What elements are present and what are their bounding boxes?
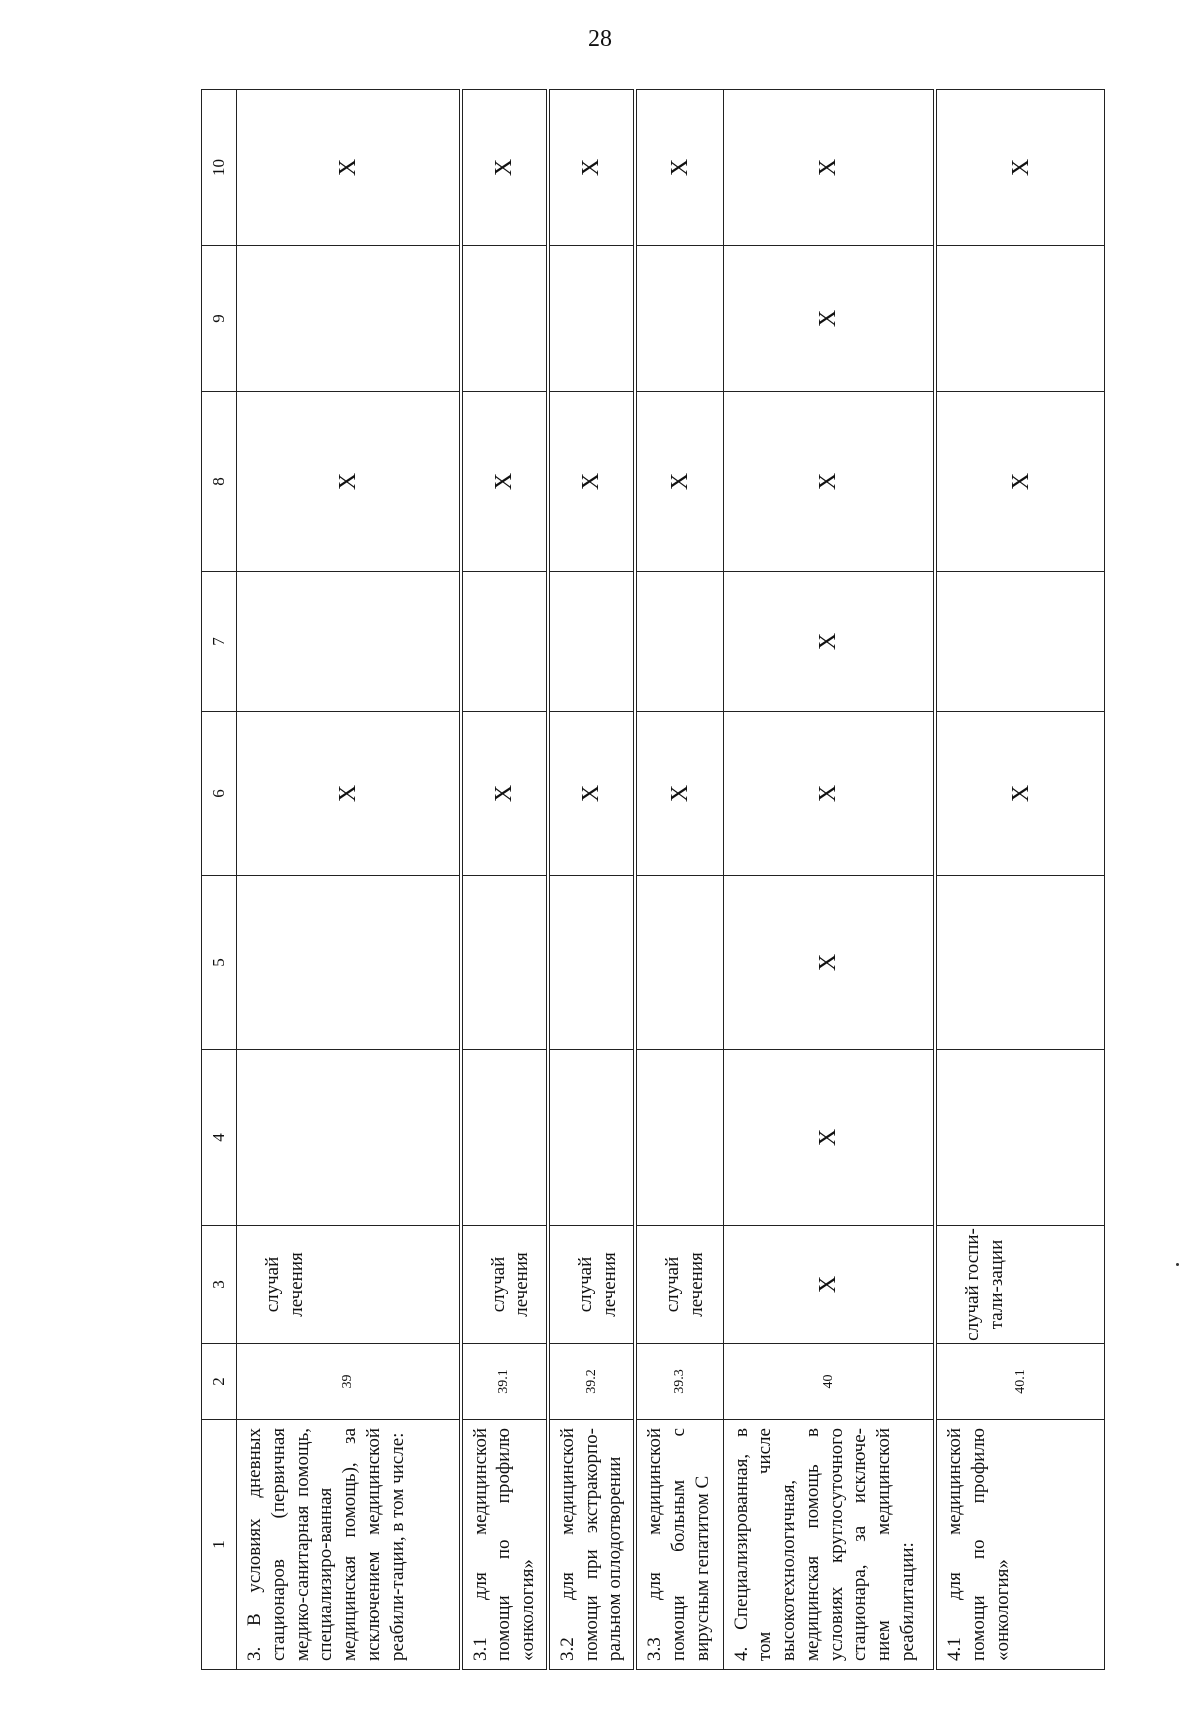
row-unit: случай лечения bbox=[461, 1226, 548, 1344]
cell-col-6: X bbox=[935, 712, 1105, 876]
column-number: 10 bbox=[202, 90, 237, 246]
cell-col-10: X bbox=[635, 90, 723, 246]
column-number: 6 bbox=[202, 712, 237, 876]
row-name: 3. В условиях дневных стационаров (первичная медико-санитарная помощь, специализиро-ванная медицинская помощь), за исключением медицинской реабили-тации, в том числе: bbox=[237, 1420, 461, 1670]
row-code: 39.3 bbox=[635, 1344, 723, 1420]
rotated-table bbox=[201, 90, 1105, 1670]
cell-col-8: X bbox=[461, 392, 548, 572]
column-number: 5 bbox=[202, 876, 237, 1050]
cell-col-7: X bbox=[723, 572, 935, 712]
column-number: 3 bbox=[202, 1226, 237, 1344]
cell-col-5 bbox=[635, 876, 723, 1050]
row-unit: X bbox=[723, 1226, 935, 1344]
row-unit: случай госпи-тали-зации bbox=[935, 1226, 1105, 1344]
cell-col-8: X bbox=[935, 392, 1105, 572]
cell-col-7 bbox=[548, 572, 635, 712]
cell-col-6: X bbox=[237, 712, 461, 876]
cell-col-4 bbox=[935, 1050, 1105, 1226]
column-number: 9 bbox=[202, 246, 237, 392]
cell-col-4 bbox=[461, 1050, 548, 1226]
cell-col-6: X bbox=[461, 712, 548, 876]
table-row bbox=[635, 90, 723, 1670]
column-number: 2 bbox=[202, 1344, 237, 1420]
row-name: 4.1 для медицинской помощи по профилю «онкология» bbox=[935, 1420, 1105, 1670]
row-code: 40.1 bbox=[935, 1344, 1105, 1420]
row-code: 40 bbox=[723, 1344, 935, 1420]
column-number: 4 bbox=[202, 1050, 237, 1226]
cell-col-10: X bbox=[237, 90, 461, 246]
row-unit: случай лечения bbox=[237, 1226, 461, 1344]
cell-col-10: X bbox=[548, 90, 635, 246]
page-number: 28 bbox=[588, 26, 612, 52]
cell-col-9: X bbox=[723, 246, 935, 392]
cell-col-5 bbox=[548, 876, 635, 1050]
cell-col-6: X bbox=[635, 712, 723, 876]
row-name: 3.2 для медицинской помощи при экстракорпо-ральном оплодотворении bbox=[548, 1420, 635, 1670]
scan-speck bbox=[1176, 1263, 1179, 1266]
cell-col-4 bbox=[548, 1050, 635, 1226]
row-name: 3.1 для медицинской помощи по профилю «онкология» bbox=[461, 1420, 548, 1670]
cell-col-6: X bbox=[723, 712, 935, 876]
cell-col-10: X bbox=[461, 90, 548, 246]
row-unit: случай лечения bbox=[548, 1226, 635, 1344]
table-row bbox=[461, 90, 548, 1670]
table-row bbox=[548, 90, 635, 1670]
cell-col-10: X bbox=[935, 90, 1105, 246]
row-unit: случай лечения bbox=[635, 1226, 723, 1344]
cell-col-8: X bbox=[548, 392, 635, 572]
cell-col-9 bbox=[935, 246, 1105, 392]
cell-col-6: X bbox=[548, 712, 635, 876]
data-table bbox=[201, 89, 1105, 1670]
row-name: 4. Специализированная, в том числе высокотехнологичная, медицинская помощь в условиях круглосуточного стационара, за исключе-нием медицинской реабилитации: bbox=[723, 1420, 935, 1670]
cell-col-5 bbox=[237, 876, 461, 1050]
cell-col-8: X bbox=[237, 392, 461, 572]
cell-col-10: X bbox=[723, 90, 935, 246]
cell-col-4: X bbox=[723, 1050, 935, 1226]
row-code: 39 bbox=[237, 1344, 461, 1420]
cell-col-4 bbox=[237, 1050, 461, 1226]
cell-col-9 bbox=[461, 246, 548, 392]
cell-col-5: X bbox=[723, 876, 935, 1050]
row-name: 3.3 для медицинской помощи больным с вирусным гепатитом С bbox=[635, 1420, 723, 1670]
cell-col-5 bbox=[461, 876, 548, 1050]
row-code: 39.2 bbox=[548, 1344, 635, 1420]
cell-col-7 bbox=[237, 572, 461, 712]
table-row bbox=[935, 90, 1105, 1670]
column-number: 1 bbox=[202, 1420, 237, 1670]
table-row bbox=[723, 90, 935, 1670]
cell-col-9 bbox=[635, 246, 723, 392]
table-row bbox=[237, 90, 461, 1670]
cell-col-9 bbox=[548, 246, 635, 392]
row-code: 39.1 bbox=[461, 1344, 548, 1420]
column-number-row bbox=[202, 90, 237, 1670]
column-number: 8 bbox=[202, 392, 237, 572]
cell-col-8: X bbox=[723, 392, 935, 572]
cell-col-9 bbox=[237, 246, 461, 392]
cell-col-7 bbox=[935, 572, 1105, 712]
column-number: 7 bbox=[202, 572, 237, 712]
cell-col-4 bbox=[635, 1050, 723, 1226]
cell-col-7 bbox=[635, 572, 723, 712]
cell-col-5 bbox=[935, 876, 1105, 1050]
cell-col-7 bbox=[461, 572, 548, 712]
cell-col-8: X bbox=[635, 392, 723, 572]
